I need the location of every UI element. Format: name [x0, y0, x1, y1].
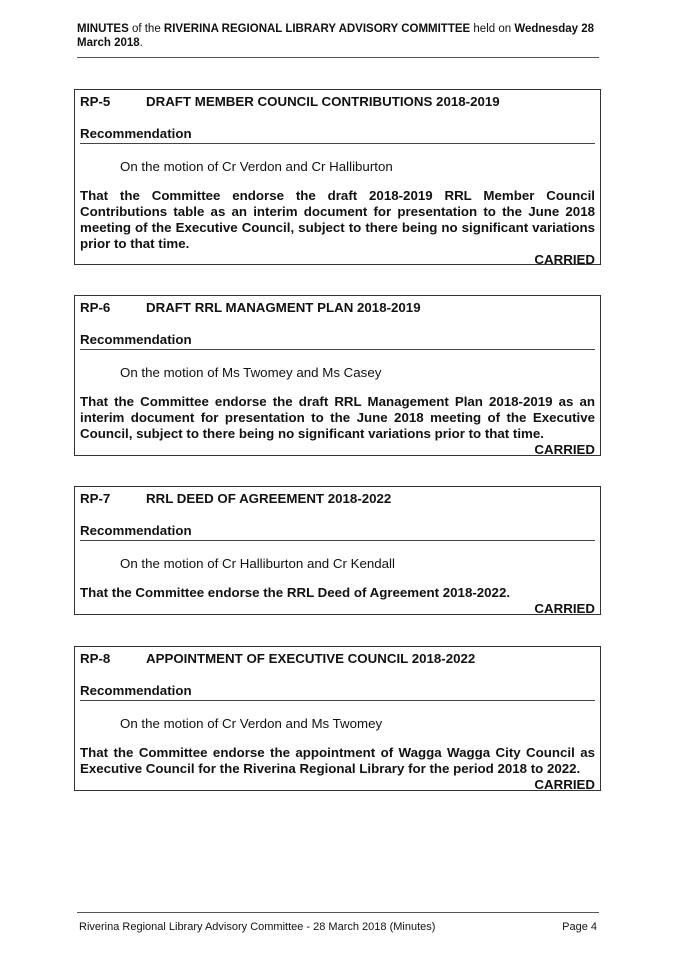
item-title: APPOINTMENT OF EXECUTIVE COUNCIL 2018-2022 — [146, 651, 476, 666]
item-code: RP-5 — [80, 94, 111, 109]
recommendation-label: Recommendation — [80, 331, 595, 350]
motion-text: On the motion of Cr Halliburton and Cr Kendall — [120, 556, 395, 571]
carried-status: CARRIED — [534, 442, 595, 457]
header-held-on: held on — [470, 23, 515, 35]
resolution-box-rp7 — [74, 486, 601, 615]
header-of: of the — [128, 23, 164, 35]
resolution-text: That the Committee endorse the appointment of Wagga Wagga City Council as Executive Council for the Riverina Regional Library for the period 2018 to 2022. — [80, 745, 595, 776]
item-title: DRAFT MEMBER COUNCIL CONTRIBUTIONS 2018-2019 — [146, 94, 500, 109]
motion-text: On the motion of Ms Twomey and Ms Casey — [120, 365, 382, 380]
footer-page-number: Page 4 — [562, 921, 597, 933]
header-minutes: MINUTES — [77, 23, 129, 35]
recommendation-label: Recommendation — [80, 522, 595, 541]
carried-status: CARRIED — [534, 777, 595, 792]
resolution-text: That the Committee endorse the draft RRL Management Plan 2018-2019 as an interim document for presentation to the June 2018 meeting of the Executive Council, subject to there being no significant variations prior to that time. — [80, 394, 595, 441]
recommendation-label: Recommendation — [80, 125, 595, 144]
header-divider — [77, 57, 599, 58]
carried-status: CARRIED — [534, 252, 595, 267]
resolution-text: That the Committee endorse the draft 2018-2019 RRL Member Council Contributions table as an interim document for presentation to the June 2018 meeting of the Executive Council, subject to there being no significant variations prior to that time. — [80, 188, 595, 251]
item-title: RRL DEED OF AGREEMENT 2018-2022 — [146, 491, 392, 506]
resolution-box-rp6 — [74, 295, 601, 456]
motion-text: On the motion of Cr Verdon and Cr Halliburton — [120, 159, 393, 174]
item-heading — [80, 299, 595, 317]
resolution-text: That the Committee endorse the RRL Deed of Agreement 2018-2022. — [80, 585, 511, 600]
item-code: RP-8 — [80, 651, 111, 666]
footer-document-title: Riverina Regional Library Advisory Committee - 28 March 2018 (Minutes) — [79, 921, 436, 933]
header-period: . — [139, 37, 143, 49]
item-heading — [80, 490, 595, 508]
page-header — [77, 22, 597, 50]
item-title: DRAFT RRL MANAGMENT PLAN 2018-2019 — [146, 300, 421, 315]
resolution-box-rp5 — [74, 89, 601, 265]
carried-status: CARRIED — [534, 601, 595, 616]
item-heading — [80, 650, 595, 668]
resolution-box-rp8 — [74, 646, 601, 791]
item-code: RP-6 — [80, 300, 111, 315]
item-code: RP-7 — [80, 491, 111, 506]
footer-divider — [77, 912, 599, 913]
recommendation-label: Recommendation — [80, 682, 595, 701]
motion-text: On the motion of Cr Verdon and Ms Twomey — [120, 716, 383, 731]
header-date: Wednesday 28 March 2018 — [77, 23, 595, 49]
header-committee: RIVERINA REGIONAL LIBRARY ADVISORY COMMITTEE — [163, 23, 471, 35]
item-heading — [80, 93, 595, 111]
